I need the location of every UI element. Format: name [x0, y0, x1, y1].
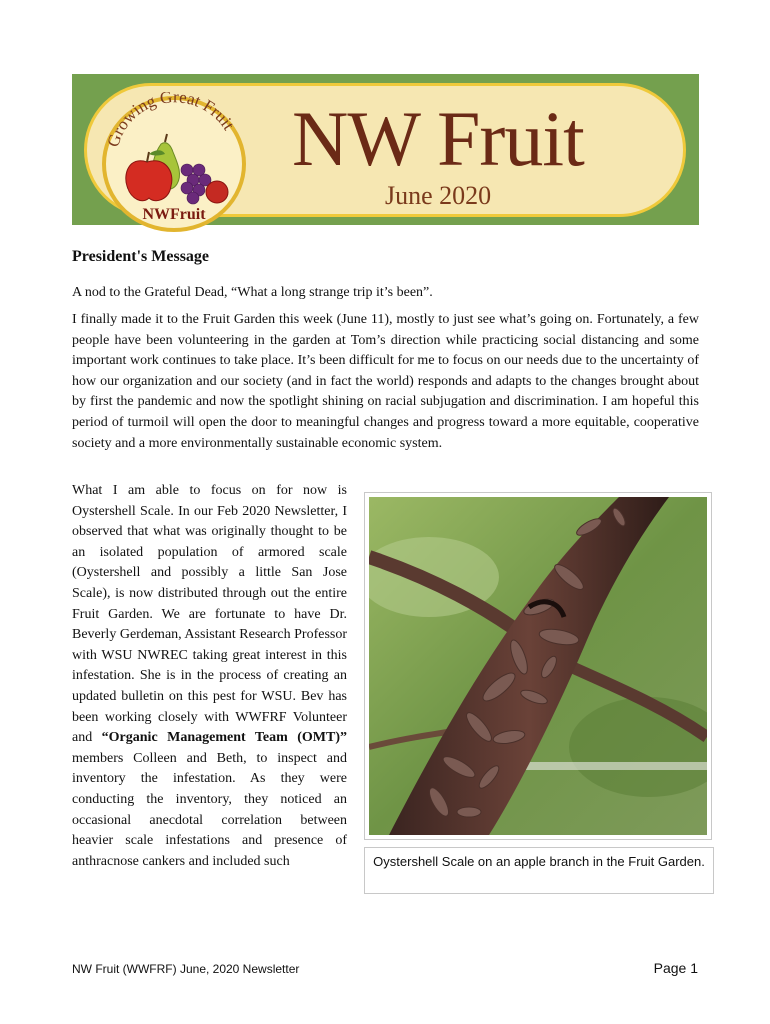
issue-date: June 2020 [385, 181, 492, 210]
footer-page-number: Page 1 [653, 960, 698, 976]
growing-great-fruit-logo [99, 92, 249, 232]
newsletter-title: NW Fruit [292, 95, 584, 182]
article-heading: President's Message [72, 248, 210, 265]
article-paragraph-2: I finally made it to the Fruit Garden this week (June 11), mostly to just see what’s going on. Fortunately, a few people have been volunteering in the garden at Tom’s direction while practicing social distancing and some important work continues to take place. It’s been difficult for me to focus on our needs due to the uncertainty of how our organization and our society (and in fact the world) responds and adapts to the changes brought about by first the pandemic and now the spotlight shining on racial subjugation and discrimination. I am hopeful this period of turmoil will open the door to meaningful changes and progress toward a more equitable, cooperative society and a more environmentally sustainable economic system. [72, 312, 699, 451]
masthead-banner [72, 74, 699, 225]
paragraph-3-start: What I am able to focus on for now is Oystershell Scale. In our Feb 2020 Newsletter, I observed that what was originally thought to be an isolated population of armored scale (Oystershell and possibly a little San Jose Scale), is now distributed through out the entire Fruit Garden. We are fortunate to have Dr. Beverly Gerdeman, Assistant Research Professor with WSU NWREC taking great interest in this infestation. She is in the process of creating an updated bulletin on this pest for WSU. Bev has been working closely with WWFRF Volunteer and [72, 483, 347, 746]
article-paragraph-1: A nod to the Grateful Dead, “What a long strange trip it’s been”. [72, 285, 433, 300]
omt-bold-text: “Organic Management Team (OMT)” [101, 730, 347, 746]
svg-text:NWFruit: NWFruit [142, 206, 206, 223]
footer-newsletter-name: NW Fruit (WWFRF) June, 2020 Newsletter [72, 962, 300, 976]
masthead-pill [84, 83, 686, 223]
svg-text:Growing Great Fruit: Growing Great Fruit [103, 92, 239, 150]
oystershell-photo [364, 492, 712, 840]
apple-branch-image [369, 497, 707, 835]
photo-caption: Oystershell Scale on an apple branch in the Fruit Garden. [364, 847, 714, 894]
article-paragraph-3 [72, 481, 347, 872]
paragraph-3-end: members Colleen and Beth, to inspect and inventory the infestation. As they were conducting the inventory, they noticed an occasional anecdotal correlation between heavier scale infestations and presence of anthracnose cankers and included such [72, 750, 347, 869]
